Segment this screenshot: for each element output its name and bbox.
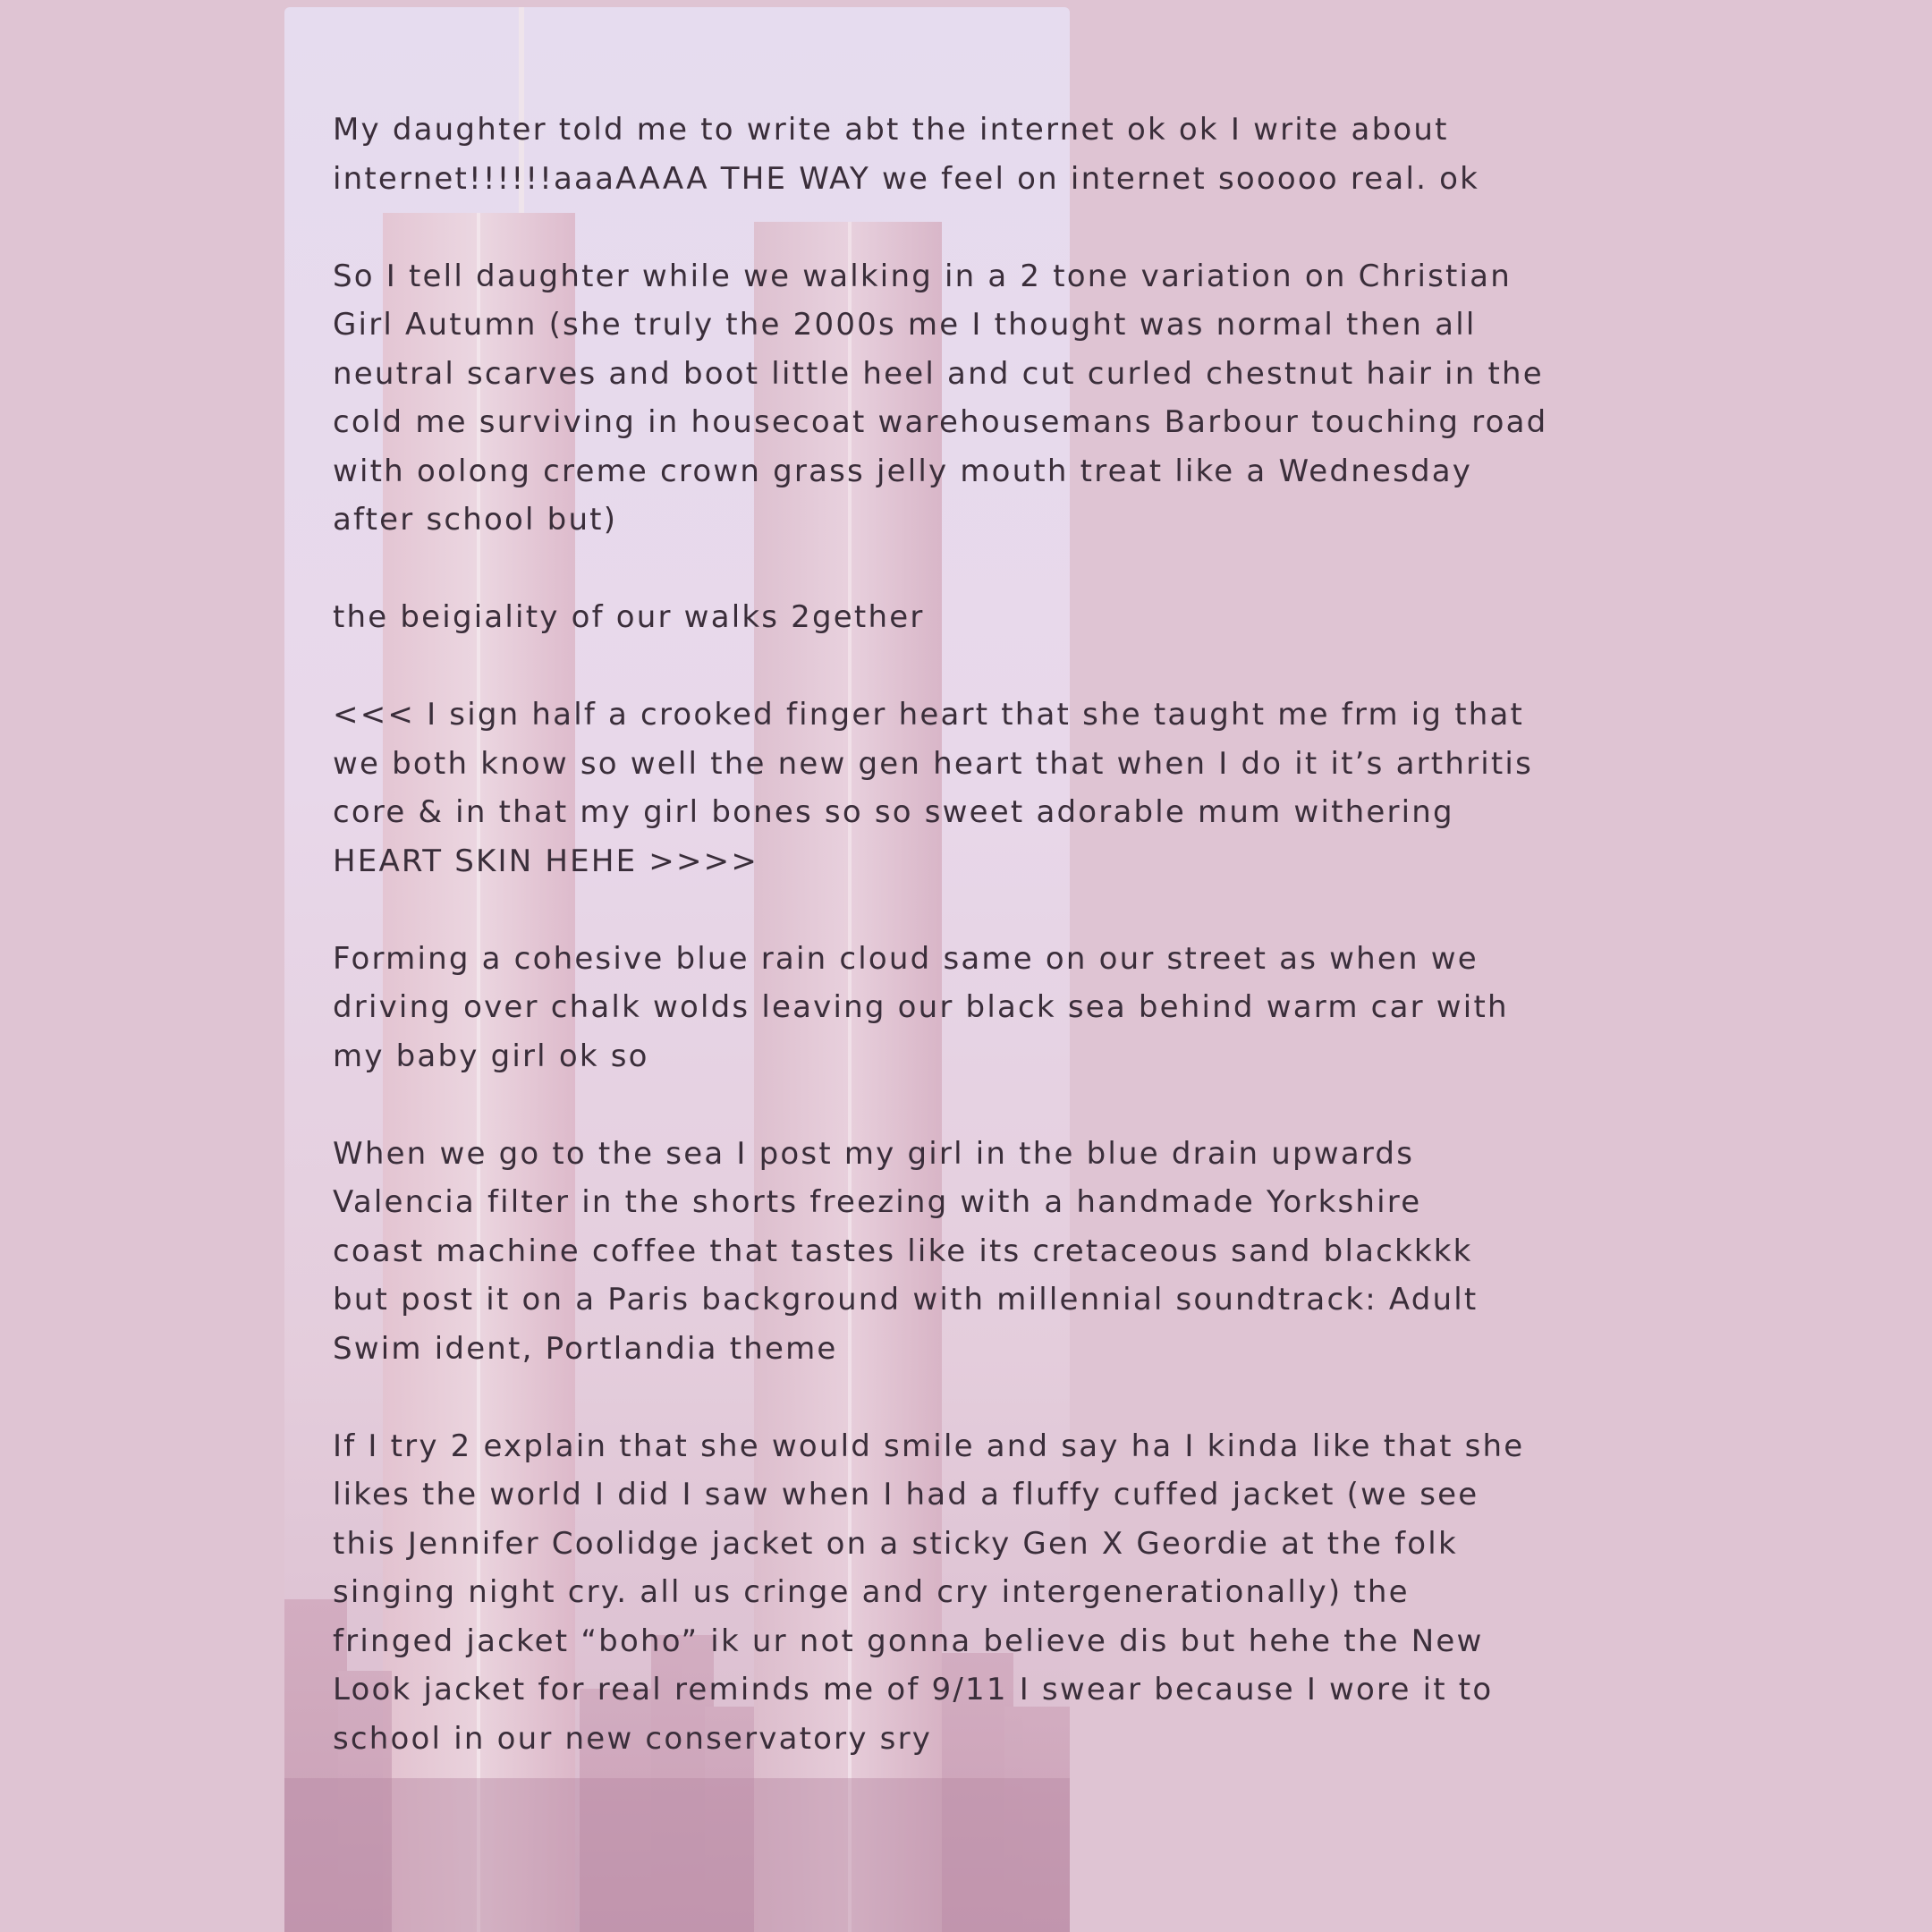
poem-line: singing night cry. all us cringe and cry intergenerationally) the <box>333 1574 1410 1610</box>
poem-line: HEART SKIN HEHE >>>> <box>333 843 759 879</box>
poem-line: we both know so well the new gen heart that when I do it it’s arthritis <box>333 745 1533 782</box>
poem-line: my baby girl ok so <box>333 1038 649 1074</box>
poem-line: Look jacket for real reminds me of 9/11 I swear because I wore it to <box>333 1672 1494 1707</box>
poem-text <box>333 106 1585 1812</box>
poem-line: the beigiality of our walks 2gether <box>333 599 925 635</box>
poem-line: So I tell daughter while we walking in a 2 tone variation on Christian <box>333 258 1512 294</box>
poem-line: internet!!!!!!aaaAAAA THE WAY we feel on internet sooooo real. ok <box>333 160 1480 197</box>
stanza <box>333 1130 1585 1374</box>
poem-line: after school but) <box>333 502 618 538</box>
poem-line: but post it on a Paris background with millennial soundtrack: Adult <box>333 1282 1479 1318</box>
poem-line: core & in that my girl bones so so sweet adorable mum withering <box>333 794 1454 830</box>
stanza <box>333 252 1585 545</box>
poem-line: If I try 2 explain that she would smile and say ha I kinda like that she <box>333 1428 1525 1464</box>
poem-line: driving over chalk wolds leaving our black sea behind warm car with <box>333 989 1509 1025</box>
poem-line: likes the world I did I saw when I had a fluffy cuffed jacket (we see <box>333 1477 1479 1513</box>
poem-line: Valencia filter in the shorts freezing with a handmade Yorkshire <box>333 1184 1422 1220</box>
stanza <box>333 935 1585 1081</box>
poem-line: Swim ident, Portlandia theme <box>333 1330 838 1367</box>
poem-line: Girl Autumn (she truly the 2000s me I thought was normal then all <box>333 307 1477 343</box>
poem-line: neutral scarves and boot little heel and cut curled chestnut hair in the <box>333 355 1544 392</box>
poem-line: My daughter told me to write abt the internet ok ok I write about <box>333 112 1449 148</box>
stanza <box>333 691 1585 886</box>
poem-line: school in our new conservatory sry <box>333 1720 933 1757</box>
stanza <box>333 1422 1585 1764</box>
poem-line: coast machine coffee that tastes like its cretaceous sand blackkkk <box>333 1233 1473 1269</box>
stanza <box>333 106 1585 203</box>
poem-line: fringed jacket “boho” ik ur not gonna believe dis but hehe the New <box>333 1623 1484 1659</box>
poem-line: Forming a cohesive blue rain cloud same on our street as when we <box>333 940 1479 977</box>
stanza <box>333 593 1585 642</box>
poem-line: this Jennifer Coolidge jacket on a sticky Gen X Geordie at the folk <box>333 1525 1458 1562</box>
poem-line: <<< I sign half a crooked finger heart that she taught me frm ig that <box>333 697 1525 733</box>
poem-line: with oolong creme crown grass jelly mouth treat like a Wednesday <box>333 453 1473 489</box>
poem-line: cold me surviving in housecoat warehousemans Barbour touching road <box>333 404 1548 440</box>
poem-line: When we go to the sea I post my girl in the blue drain upwards <box>333 1135 1415 1172</box>
